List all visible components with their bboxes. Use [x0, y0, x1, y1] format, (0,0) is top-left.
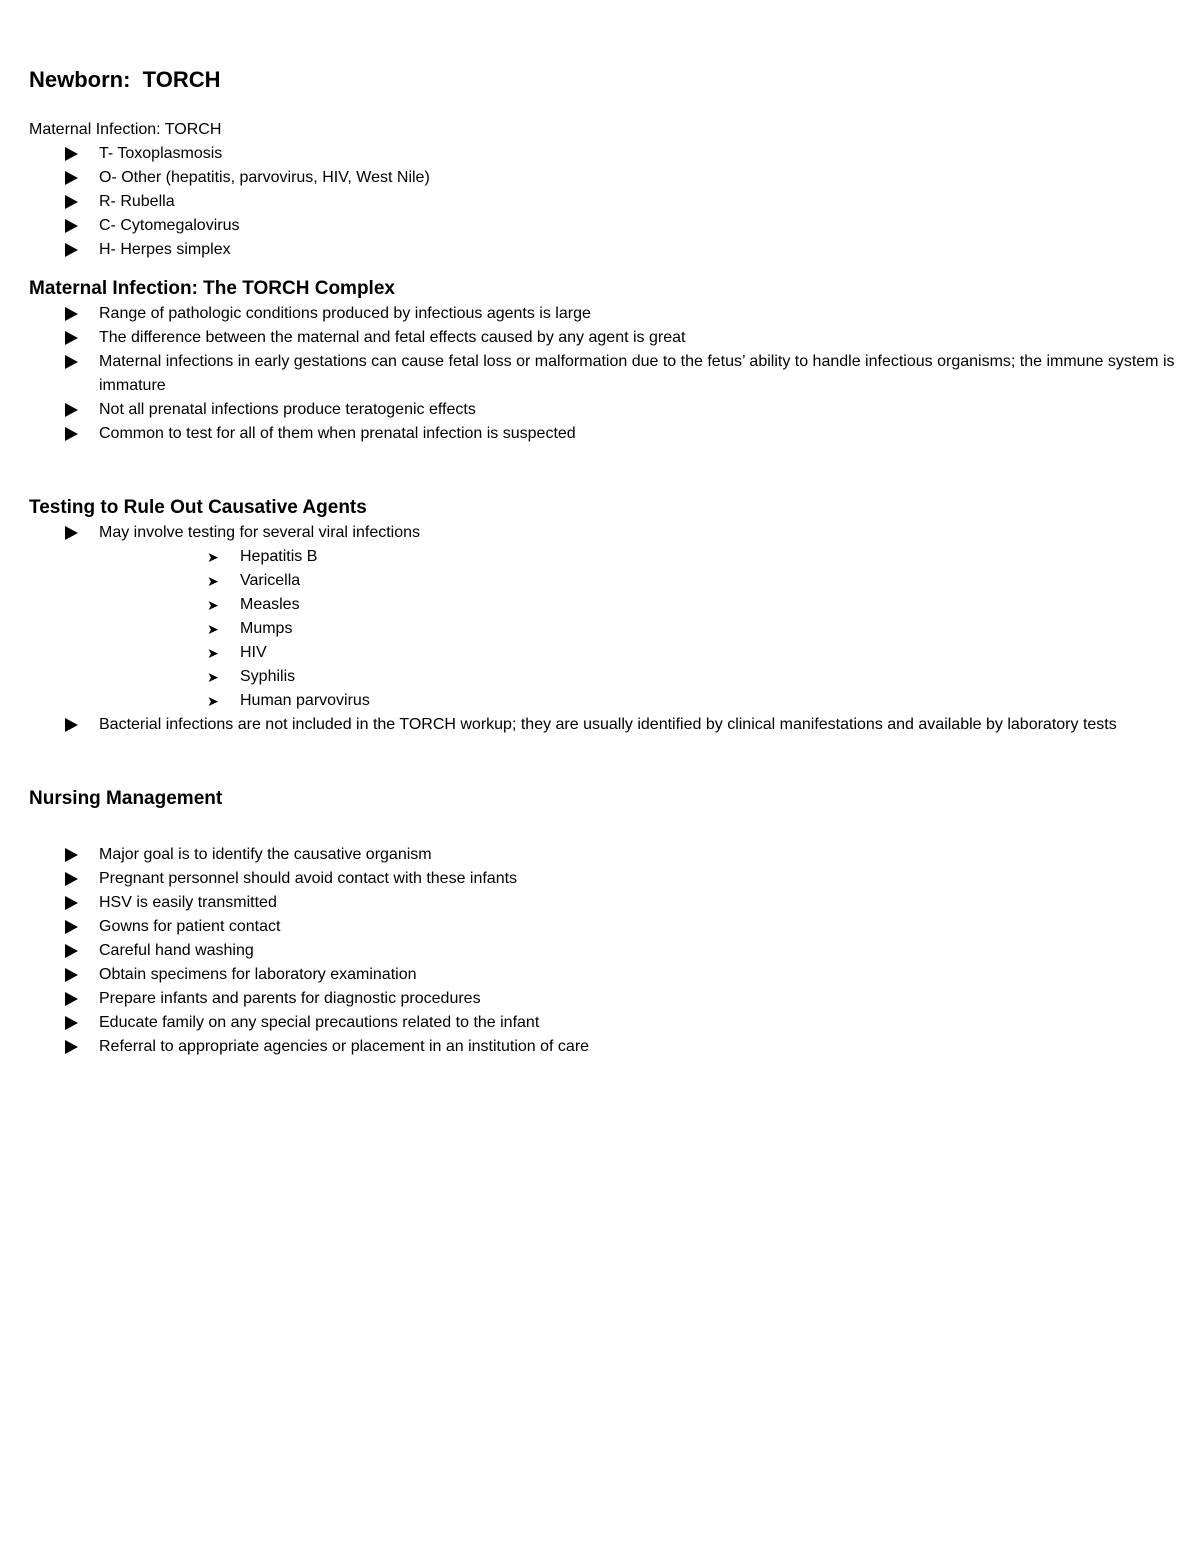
- sub-list-item: ➤ Mumps: [207, 620, 293, 637]
- list-item: Educate family on any special precautions related to the infant: [29, 1011, 1180, 1035]
- testing-section: [29, 495, 1180, 737]
- chevron-bullet-icon: ➤: [207, 645, 219, 661]
- arrow-bullet-icon: [65, 1016, 78, 1030]
- torch-section: [29, 118, 1180, 262]
- sub-list-item: ➤ Human parvovirus: [207, 692, 370, 709]
- chevron-bullet-icon: ➤: [207, 597, 219, 613]
- list-item: O- Other (hepatitis, parvovirus, HIV, West Nile): [29, 166, 1180, 190]
- sub-list-item: ➤ Hepatitis B: [207, 548, 318, 565]
- list-item: Common to test for all of them when prenatal infection is suspected: [29, 422, 1180, 446]
- arrow-bullet-icon: [65, 872, 78, 886]
- chevron-bullet-icon: ➤: [207, 669, 219, 685]
- list-item: The difference between the maternal and fetal effects caused by any agent is great: [29, 326, 1180, 350]
- list-item: Careful hand washing: [29, 939, 1180, 963]
- testing-heading: Testing to Rule Out Causative Agents: [29, 497, 367, 518]
- list-item: Pregnant personnel should avoid contact with these infants: [29, 867, 1180, 891]
- list-item: Range of pathologic conditions produced by infectious agents is large: [29, 302, 1180, 326]
- list-item: Referral to appropriate agencies or placement in an institution of care: [29, 1035, 1180, 1059]
- arrow-bullet-icon: [65, 1040, 78, 1054]
- sub-list-item: ➤ Varicella: [207, 572, 301, 589]
- list-item: H- Herpes simplex: [29, 238, 1180, 262]
- list-item: Bacterial infections are not included in the TORCH workup; they are usually identified by clinical manifestations and available by laboratory tests: [29, 713, 1180, 737]
- sub-list-item: ➤ HIV: [207, 644, 267, 661]
- list-item: HSV is easily transmitted: [29, 891, 1180, 915]
- document-page: [29, 64, 1180, 1059]
- chevron-bullet-icon: ➤: [207, 693, 219, 709]
- arrow-bullet-icon: [65, 147, 78, 161]
- spacer: [29, 737, 1180, 786]
- arrow-bullet-icon: [65, 171, 78, 185]
- sub-list-item: ➤ Syphilis: [207, 668, 296, 685]
- arrow-bullet-icon: [65, 920, 78, 934]
- arrow-bullet-icon: [65, 219, 78, 233]
- spacer: [29, 262, 1180, 276]
- arrow-bullet-icon: [65, 427, 78, 441]
- testing-list: [29, 521, 1180, 737]
- page-title: Newborn: TORCH: [29, 67, 221, 92]
- sub-list-item: ➤ Measles: [207, 596, 300, 613]
- list-item: Major goal is to identify the causative organism: [29, 843, 1180, 867]
- list-item: Gowns for patient contact: [29, 915, 1180, 939]
- list-item: R- Rubella: [29, 190, 1180, 214]
- chevron-bullet-icon: ➤: [207, 621, 219, 637]
- arrow-bullet-icon: [65, 355, 78, 369]
- spacer: [29, 812, 1180, 843]
- arrow-bullet-icon: [65, 848, 78, 862]
- list-item: Obtain specimens for laboratory examination: [29, 963, 1180, 987]
- torch-list: [29, 142, 1180, 262]
- arrow-bullet-icon: [65, 195, 78, 209]
- arrow-bullet-icon: [65, 718, 78, 732]
- spacer: [29, 446, 1180, 495]
- nursing-list: [29, 843, 1180, 1059]
- torch-complex-section: [29, 276, 1180, 446]
- arrow-bullet-icon: [65, 403, 78, 417]
- list-item: C- Cytomegalovirus: [29, 214, 1180, 238]
- arrow-bullet-icon: [65, 896, 78, 910]
- list-item: Prepare infants and parents for diagnostic procedures: [29, 987, 1180, 1011]
- arrow-bullet-icon: [65, 331, 78, 345]
- torch-heading: Maternal Infection: TORCH: [29, 121, 222, 138]
- torch-complex-heading: Maternal Infection: The TORCH Complex: [29, 278, 395, 299]
- list-item: May involve testing for several viral infections ➤ Hepatitis B ➤ Varicella ➤ Measles ➤ Mumps ➤ HIV ➤ Syphilis ➤ Human parvovirus: [29, 521, 1180, 713]
- torch-complex-list: [29, 302, 1180, 446]
- nursing-heading: Nursing Management: [29, 788, 223, 809]
- chevron-bullet-icon: ➤: [207, 549, 219, 565]
- arrow-bullet-icon: [65, 243, 78, 257]
- arrow-bullet-icon: [65, 307, 78, 321]
- arrow-bullet-icon: [65, 992, 78, 1006]
- chevron-bullet-icon: ➤: [207, 573, 219, 589]
- viral-infections-list: [99, 545, 1180, 713]
- list-item: T- Toxoplasmosis: [29, 142, 1180, 166]
- arrow-bullet-icon: [65, 526, 78, 540]
- nursing-section: [29, 786, 1180, 1059]
- arrow-bullet-icon: [65, 968, 78, 982]
- arrow-bullet-icon: [65, 944, 78, 958]
- list-item: Maternal infections in early gestations can cause fetal loss or malformation due to the fetus’ ability to handle infectious organisms; the immune system is immature: [29, 350, 1180, 398]
- list-item: Not all prenatal infections produce teratogenic effects: [29, 398, 1180, 422]
